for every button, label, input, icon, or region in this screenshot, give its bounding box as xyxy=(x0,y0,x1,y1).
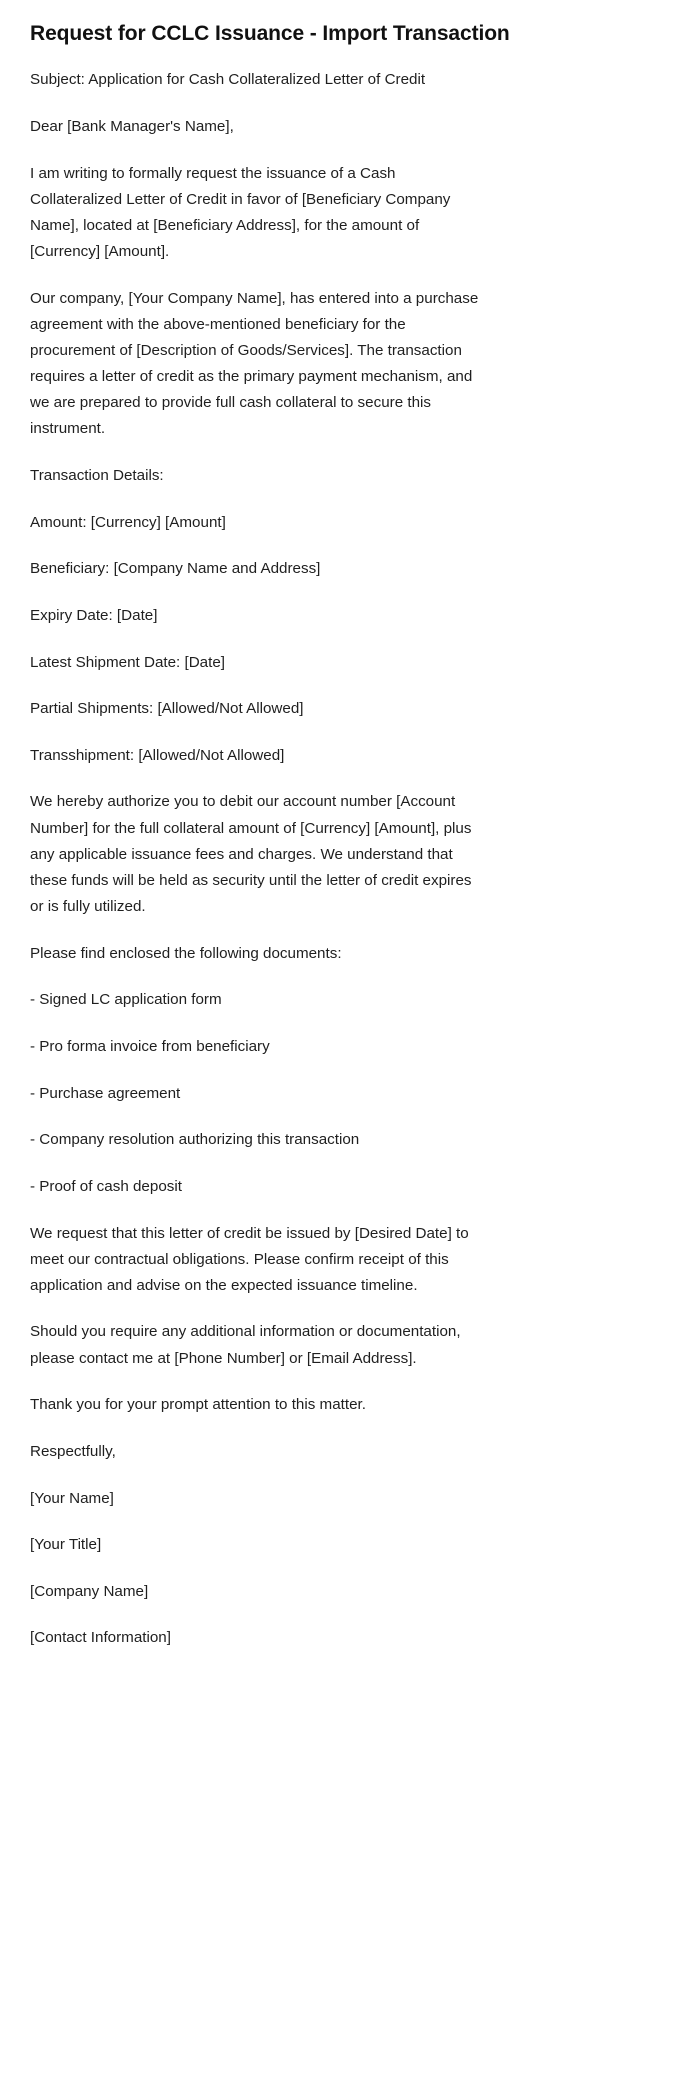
enclosure-item-proof-of-cash-deposit: - Proof of cash deposit xyxy=(30,1177,182,1195)
intro-paragraph: I am writing to formally request the issuance of a Cash Collateralized Letter of Credit in favor of [Beneficiary Company Name], located at [Beneficiary Address], for the amount of [Currency] [Amount]. xyxy=(30,164,451,260)
signature-your-title: [Your Title] xyxy=(30,1536,102,1554)
enclosure-item-company-resolution: - Company resolution authorizing this transaction xyxy=(30,1131,360,1149)
transaction-detail-beneficiary: Beneficiary: [Company Name and Address] xyxy=(30,560,321,578)
enclosure-item-purchase-agreement: - Purchase agreement xyxy=(30,1084,181,1102)
signature-company-name: [Company Name] xyxy=(30,1582,149,1600)
transaction-detail-transshipment: Transshipment: [Allowed/Not Allowed] xyxy=(30,746,285,764)
signature-contact-information: [Contact Information] xyxy=(30,1629,171,1647)
transaction-detail-expiry-date: Expiry Date: [Date] xyxy=(30,606,158,624)
enclosure-item-signed-lc-application-form: - Signed LC application form xyxy=(30,991,222,1009)
signature-your-name: [Your Name] xyxy=(30,1489,114,1507)
authorization-paragraph: We hereby authorize you to debit our account number [Account Number] for the full collateral amount of [Currency] [Amount], plus any applicable issuance fees and charges. We understand that these funds will be held as security until the letter of credit expires or is fully utilized. xyxy=(30,793,472,916)
salutation: Dear [Bank Manager's Name], xyxy=(30,117,234,135)
subject-line: Subject: Application for Cash Collateralized Letter of Credit xyxy=(30,71,426,89)
request-paragraph: We request that this letter of credit be issued by [Desired Date] to meet our contractual obligations. Please confirm receipt of this application and advise on the expected issuance timeline. xyxy=(30,1224,469,1294)
transaction-detail-amount: Amount: [Currency] [Amount] xyxy=(30,513,226,531)
enclosure-item-pro-forma-invoice: - Pro forma invoice from beneficiary xyxy=(30,1037,270,1055)
thanks-paragraph: Thank you for your prompt attention to this matter. xyxy=(30,1396,366,1414)
background-paragraph: Our company, [Your Company Name], has entered into a purchase agreement with the above-mentioned beneficiary for the procurement of [Description of Goods/Services]. The transaction requires a letter of credit as the primary payment mechanism, and we are prepared to provide full cash collateral to secure this instrument. xyxy=(30,289,479,438)
closing-salutation: Respectfully, xyxy=(30,1442,116,1460)
transaction-detail-partial-shipments: Partial Shipments: [Allowed/Not Allowed] xyxy=(30,700,304,718)
transaction-details-heading: Transaction Details: xyxy=(30,466,164,484)
page-title: Request for CCLC Issuance - Import Transaction xyxy=(30,22,510,45)
enclosures-heading: Please find enclosed the following documents: xyxy=(30,944,342,962)
transaction-detail-latest-shipment-date: Latest Shipment Date: [Date] xyxy=(30,653,226,671)
contact-paragraph: Should you require any additional information or documentation, please contact me at [Phone Number] or [Email Address]. xyxy=(30,1323,461,1367)
